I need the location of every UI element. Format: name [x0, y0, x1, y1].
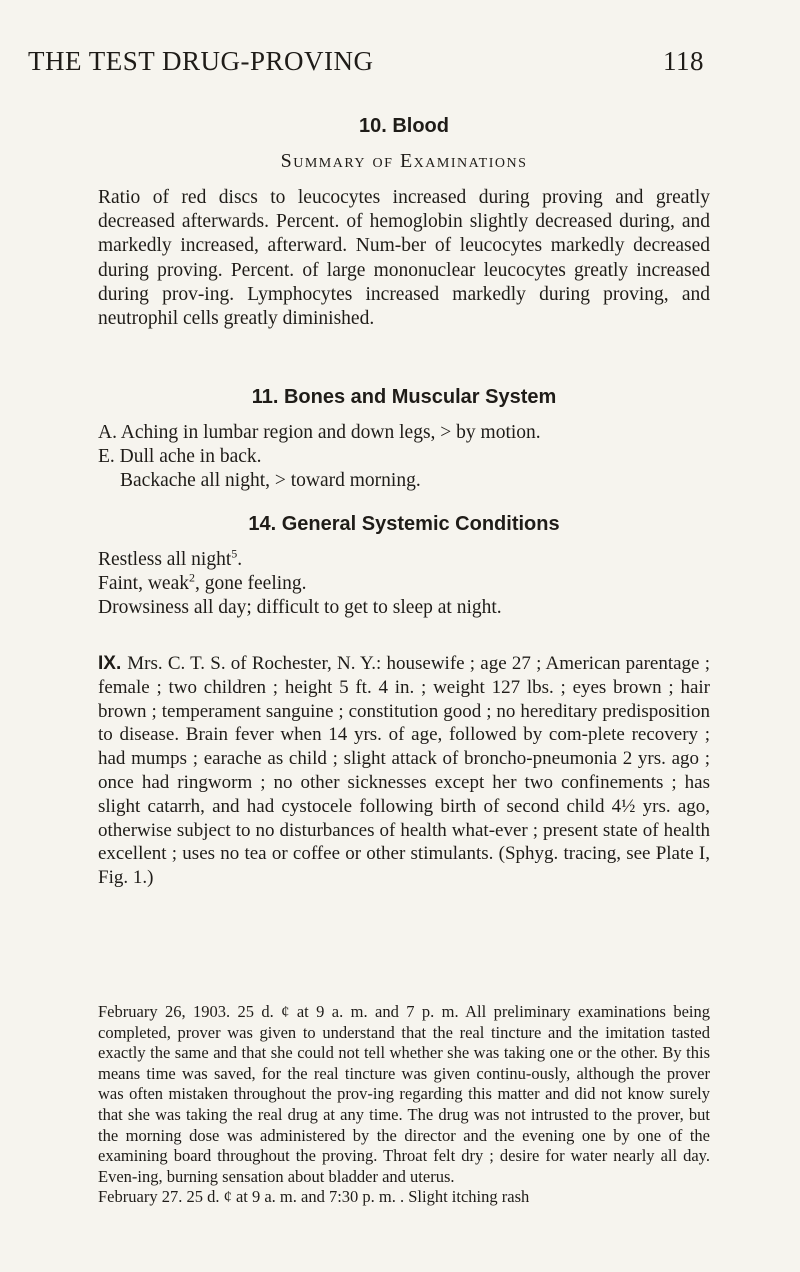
proving-notes-last-line: February 27. 25 d. ¢ at 9 a. m. and 7:30 p. m. . Slight itching rash: [98, 1187, 530, 1207]
summary-subheading: Summary of Examinations: [280, 150, 528, 172]
section-general: [98, 512, 710, 621]
symptom-line: Backache all night, > toward morning.: [120, 470, 421, 492]
blood-summary-paragraph: Ratio of red discs to leucocytes increased during proving and greatly decreased afterwards. Percent. of hemoglobin slightly decreased during, and markedly increased, afterward. Num-ber of leucocytes markedly decreased during proving. Percent. of large mononuclear leucocytes greatly increased during prov-ing. Lymphocytes increased markedly during proving, and neutrophil cells greatly diminished.: [98, 187, 710, 330]
section-heading-general: 14. General Systemic Conditions: [248, 513, 560, 535]
section-blood: [98, 114, 710, 331]
symptom-line: E. Dull ache in back.: [98, 446, 262, 468]
symptom-line: Restless all night$^5$.: [98, 546, 243, 570]
case-label: IX.: [98, 653, 122, 674]
page-number: 118: [663, 46, 704, 76]
section-heading-blood: 10. Blood: [358, 115, 449, 137]
symptom-line: Faint, weak$^2$, gone feeling.: [98, 570, 307, 595]
symptom-line: Drowsiness all day; difficult to get to sleep at night.: [98, 597, 502, 619]
frequency-ref: 5: [231, 546, 238, 561]
symptom-line: A. Aching in lumbar region and down legs, > by motion.: [98, 422, 541, 443]
running-title: THE TEST DRUG-PROVING: [28, 46, 374, 76]
case-ix: [98, 652, 710, 890]
section-bones: [98, 385, 710, 494]
running-head: [28, 46, 704, 86]
frequency-ref: 2: [188, 570, 195, 585]
case-description: IX. Mrs. C. T. S. of Rochester, N. Y.: housewife ; age 27 ; American parentage ; female ; two children ; height 5 ft. 4 in. ; weight 127 lbs. ; eyes brown ; hair brown ; temperament sanguine ; constitution good ; no hereditary predisposition to disease. Brain fever when 14 yrs. of age, followed by com-plete recovery ; had mumps ; earache as child ; slight attack of broncho-pneumonia 2 yrs. ago ; once had ringworm ; no other sicknesses except her two confinements ; has slight catarrh, and had cystocele following birth of second child 4½ yrs. ago, otherwise subject to no disturbances of health what-ever ; present state of health excellent ; uses no tea or coffee or other stimulants. (Sphyg. tracing, see Plate I, Fig. 1.): [98, 653, 710, 889]
section-heading-bones: 11. Bones and Muscular System: [251, 386, 557, 408]
proving-notes-paragraph: February 26, 1903. 25 d. ¢ at 9 a. m. and 7 p. m. All preliminary examinations being completed, prover was given to understand that the real tincture and the imitation tasted exactly the same and that she could not tell whether she was taking one or the other. By this means time was saved, for the real tincture was given continu-ously, although the prover was often mistaken throughout the prov-ing regarding this matter and did not know surely that she was taking the real drug at any time. The drug was not intrusted to the prover, but the morning dose was administered by the director and the evening one by one of the examining board throughout the proving. Throat felt dry ; desire for water nearly all day. Even-ing, burning sensation about bladder and uterus.: [98, 1002, 710, 1186]
proving-notes: [98, 1002, 710, 1208]
